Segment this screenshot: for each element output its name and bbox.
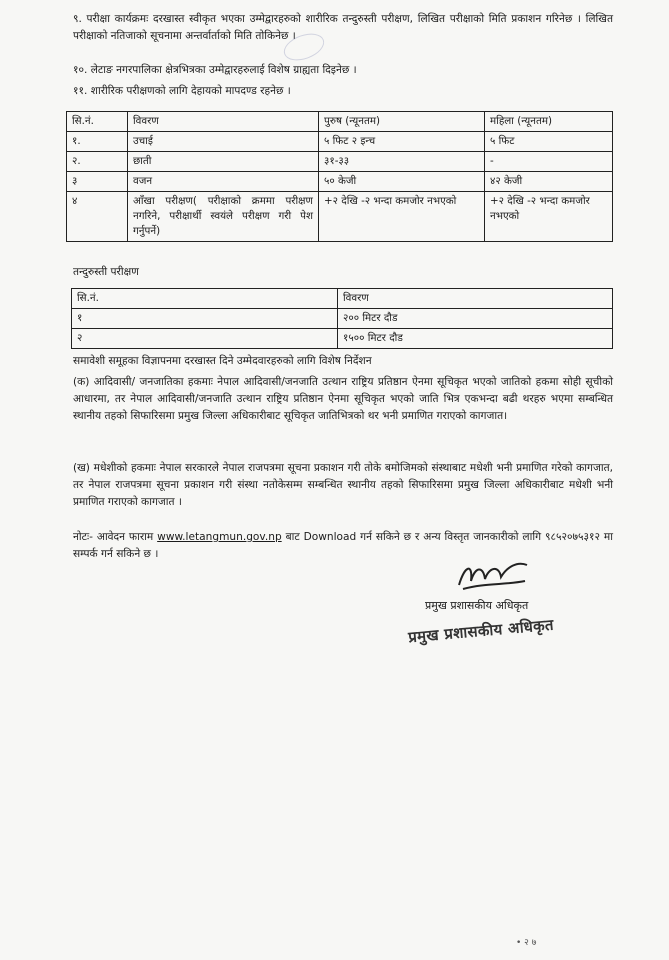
table-cell: छाती [128, 152, 319, 172]
note-suffix: बाट Download गर्न सकिने छ र अन्य विस्तृत जानकारीको लागि ९८५२०७५३१२ मा सम्पर्क गर्न सकिने छ । [73, 531, 613, 560]
table-cell: ५ फिट [485, 132, 613, 152]
table-cell: वजन [128, 172, 319, 192]
physical-criteria-table [66, 111, 613, 242]
table-row [67, 192, 613, 242]
handwritten-signature [455, 555, 535, 595]
table-cell: उचाई [128, 132, 319, 152]
table-cell: २०० मिटर दौड [338, 309, 613, 329]
page-footer-mark: • २ ७ [516, 938, 537, 948]
indigenous-instruction: (क) आदिवासी/ जनजातिका हकमाः नेपाल आदिवासी/जनजाति उत्थान राष्ट्रिय प्रतिष्ठान ऐनमा सूचिकृत भएको जातिको हकमा सोही सूचीको आधारमा, तर नेपाल आदिवासी/जनजाति उत्थान राष्ट्रिय प्रतिष्ठान ऐनमा सूचिकृत भएको जाति भित्र एकभन्दा बढी थरहरु भएमा सम्बन्धित स्थानीय तहको सिफारिसमा प्रमुख जिल्ला अधिकारीबाट सूचिकृत जातिभित्रको थर भनी प्रमाणित गराएको कागजात। [73, 376, 613, 422]
fitness-test-title: तन्दुरुस्ती परीक्षण [73, 266, 139, 278]
table-row [72, 329, 613, 349]
table-cell: आँखा परीक्षण( परीक्षाको क्रममा परीक्षण नगरिने, परीक्षार्थी स्वयंले परीक्षण गरी पेश गर्नुपर्ने) [128, 192, 319, 242]
table-cell: - [485, 152, 613, 172]
table-row [67, 152, 613, 172]
table-cell: २. [67, 152, 128, 172]
header-cell: विवरण [338, 289, 613, 309]
item-11-physical-criteria: ११. शारीरिक परीक्षणको लागि देहायको मापदण्ड रहनेछ । [73, 85, 291, 97]
table-cell: +२ देखि -२ भन्दा कमजोर नभएको [485, 192, 613, 242]
table-cell: २ [72, 329, 338, 349]
madhesi-instruction: (ख) मधेशीको हकमाः नेपाल सरकारले नेपाल राजपत्रमा सूचना प्रकाशन गरी तोके बमोजिमको संस्थाबाट मधेशी भनी प्रमाणित गरेको कागजात, तर नेपाल राजपत्रमा सूचना प्रकाशन गरी संस्था नतोकेसम्म सम्बन्धित स्थानीय तहको सिफारिसमा प्रमुख जिल्ला अधिकारीबाट मधेशी भनी प्रमाणित गराएको कागजात । [73, 462, 613, 508]
item-9-exam-schedule: ९. परीक्षा कार्यक्रमः दरखास्त स्वीकृत भएका उम्मेद्वारहरुको शारीरिक तन्दुरुस्ती परीक्षण, लिखित परीक्षाको मिति प्रकाशन गरिनेछ । लिखित परीक्षाको नतिजाको सूचनामा अन्तर्वार्ताको मिति तोकिनेछ । [73, 13, 613, 42]
fitness-test-table [71, 288, 613, 349]
table-cell: १५०० मिटर दौड [338, 329, 613, 349]
signatory-title: प्रमुख प्रशासकीय अधिकृत [425, 599, 529, 612]
note-prefix: नोटः- आवेदन फाराम [73, 531, 158, 543]
table-cell: +२ देखि -२ भन्दा कमजोर नभएको [319, 192, 485, 242]
table-cell: ३१-३३ [319, 152, 485, 172]
header-cell: सि.नं. [67, 112, 128, 132]
header-cell: सि.नं. [72, 289, 338, 309]
table-cell: १ [72, 309, 338, 329]
table-row [67, 172, 613, 192]
table-cell: ५ फिट २ इन्च [319, 132, 485, 152]
table-cell: ५० केजी [319, 172, 485, 192]
table-cell: ४२ केजी [485, 172, 613, 192]
header-cell: महिला (न्यूनतम) [485, 112, 613, 132]
website-link[interactable]: www.letangmun.gov.np [157, 531, 282, 543]
table-cell: ३ [67, 172, 128, 192]
table-cell: १. [67, 132, 128, 152]
item-10-priority: १०. लेटाङ नगरपालिका क्षेत्रभित्रका उम्मेद्वारहरुलाई विशेष ग्राह्यता दिइनेछ । [73, 64, 357, 76]
table-header-row [72, 289, 613, 309]
table-row [67, 132, 613, 152]
header-cell: विवरण [128, 112, 319, 132]
table-cell: ४ [67, 192, 128, 242]
header-cell: पुरुष (न्यूनतम) [319, 112, 485, 132]
table-row [72, 309, 613, 329]
official-stamp: प्रमुख प्रशासकीय अधिकृत [407, 615, 555, 647]
special-instructions-heading: समावेशी समूहका विज्ञापनमा दरखास्त दिने उम्मेदवारहरुको लागि विशेष निर्देशन [73, 355, 372, 367]
table-header-row [67, 112, 613, 132]
